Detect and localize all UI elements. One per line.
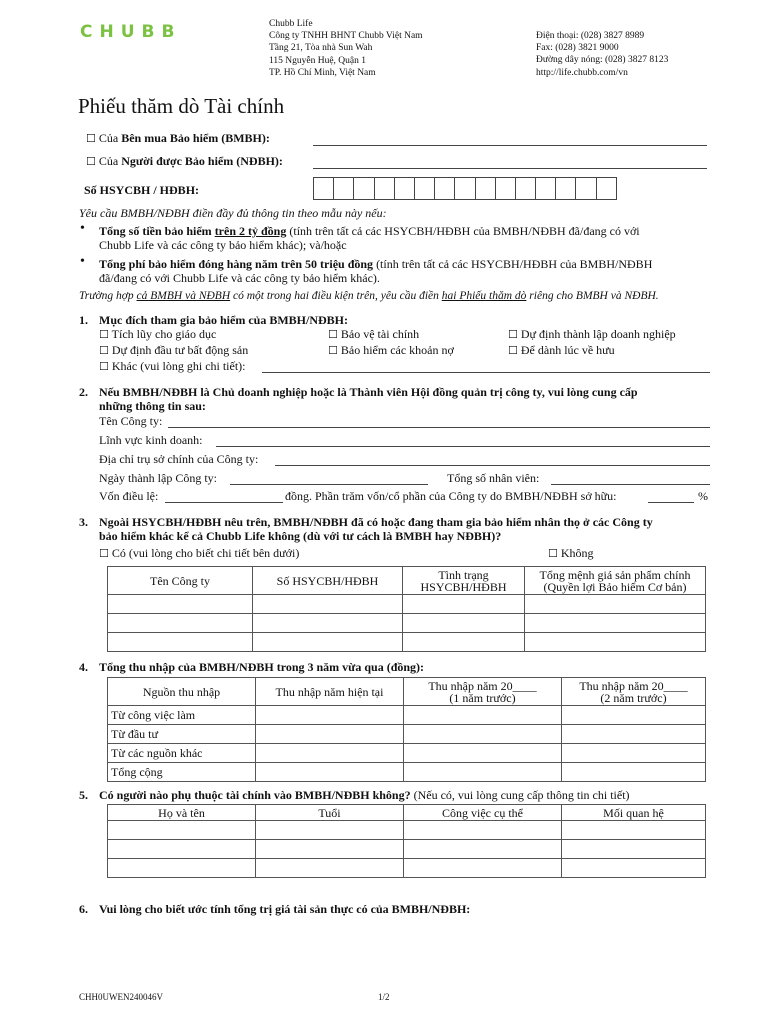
checkbox-icon[interactable]: ☐ bbox=[328, 328, 338, 341]
section2-title-line: những thông tin sau: bbox=[99, 399, 206, 413]
purpose-label: Dự định đầu tư bất động sản bbox=[111, 343, 249, 357]
header-text: (Quyền lợi Bảo hiểm Cơ bản) bbox=[543, 579, 687, 594]
checkbox-icon[interactable]: ☐ bbox=[328, 344, 338, 357]
purpose-other-label: Khác (vui lòng ghi chi tiết): bbox=[111, 359, 246, 373]
ownership-field[interactable] bbox=[648, 490, 694, 503]
page-title: Phiếu thăm dò Tài chính bbox=[78, 94, 285, 118]
section4-title: Tổng thu nhập của BMBH/NĐBH trong 3 năm vừa qua (đồng): bbox=[99, 660, 425, 674]
contact-line: Điện thoại: (028) 3827 8989 bbox=[536, 31, 645, 41]
table-cell[interactable] bbox=[404, 744, 562, 763]
checkbox-icon[interactable]: ☐ bbox=[508, 344, 518, 357]
note-part: có một trong hai điều kiện trên, yêu cầu điền bbox=[230, 290, 442, 302]
table-cell[interactable] bbox=[404, 725, 562, 744]
purpose-label: Dự định thành lập doanh nghiệp bbox=[520, 327, 676, 341]
head-office-field[interactable] bbox=[275, 453, 710, 466]
purpose-label: Bảo vệ tài chính bbox=[340, 327, 420, 341]
income-source: Từ các nguồn khác bbox=[108, 744, 256, 763]
table-cell[interactable] bbox=[256, 725, 404, 744]
applicant-field[interactable] bbox=[313, 133, 707, 146]
note-part: riêng cho BMBH và NĐBH. bbox=[526, 290, 659, 302]
header-text: Tên Công ty bbox=[150, 573, 210, 588]
applicant-prefix: Của bbox=[98, 131, 122, 145]
column-header: Mối quan hệ bbox=[562, 805, 706, 821]
insured-field[interactable] bbox=[313, 156, 707, 169]
table-row bbox=[108, 595, 706, 614]
bullet2-line2: đã/đang có với Chubb Life và các công ty bảo hiểm khác). bbox=[99, 271, 380, 285]
column-header bbox=[525, 567, 706, 595]
table-cell[interactable] bbox=[525, 633, 706, 652]
header-text: Tình trạng bbox=[438, 567, 489, 582]
column-header bbox=[108, 567, 253, 595]
checkbox-icon[interactable]: ☐ bbox=[99, 328, 109, 341]
contact-line: http://life.chubb.com/vn bbox=[536, 67, 628, 78]
purpose-option[interactable] bbox=[328, 343, 454, 358]
purpose-other[interactable] bbox=[99, 359, 246, 374]
table-cell[interactable] bbox=[256, 840, 404, 859]
column-header: Họ và tên bbox=[108, 805, 256, 821]
table-cell[interactable] bbox=[404, 821, 562, 840]
table-cell[interactable] bbox=[108, 614, 253, 633]
header-text: Thu nhập năm 20____ bbox=[579, 678, 688, 693]
table-cell[interactable] bbox=[562, 859, 706, 878]
page-number: 1/2 bbox=[378, 992, 390, 1002]
header-text: Tổng mệnh giá sản phẩm chính bbox=[539, 567, 691, 582]
table-cell[interactable] bbox=[562, 821, 706, 840]
income-source: Từ đầu tư bbox=[108, 725, 256, 744]
address-line: TP. Hồ Chí Minh, Việt Nam bbox=[269, 67, 376, 78]
table-cell[interactable] bbox=[256, 763, 404, 782]
header-text: (2 năm trước) bbox=[600, 690, 667, 705]
bullet-sum-assured bbox=[99, 224, 719, 252]
table-cell[interactable] bbox=[404, 840, 562, 859]
purpose-label: Để dành lúc về hưu bbox=[520, 343, 615, 357]
section2-number: 2. bbox=[79, 385, 88, 399]
dependents-table bbox=[107, 804, 706, 878]
checkbox-icon[interactable]: ☐ bbox=[99, 547, 109, 560]
form-code: CHH0UWEN240046V bbox=[79, 992, 163, 1002]
section1-title: Mục đích tham gia bảo hiểm của BMBH/NĐBH: bbox=[99, 313, 349, 327]
table-cell[interactable] bbox=[404, 763, 562, 782]
table-cell[interactable] bbox=[404, 859, 562, 878]
income-total: Tổng cộng bbox=[108, 763, 256, 782]
company-name-field[interactable] bbox=[168, 415, 710, 428]
chubb-logo: CHUBB bbox=[80, 22, 182, 42]
table-cell[interactable] bbox=[253, 614, 403, 633]
purpose-option[interactable] bbox=[99, 343, 248, 358]
table-cell[interactable] bbox=[108, 821, 256, 840]
table-cell[interactable] bbox=[403, 614, 525, 633]
purpose-label: Bảo hiểm các khoản nợ bbox=[340, 343, 454, 357]
policy-number-boxes[interactable] bbox=[313, 177, 617, 200]
insured-label: Người được Bảo hiểm (NĐBH): bbox=[121, 154, 283, 168]
table-row bbox=[108, 725, 706, 744]
intro-text: Yêu cầu BMBH/NĐBH điền đầy đủ thông tin theo mẫu này nếu: bbox=[79, 206, 387, 220]
table-row bbox=[108, 821, 706, 840]
employees-field[interactable] bbox=[551, 472, 710, 485]
section6-number: 6. bbox=[79, 902, 88, 916]
purpose-other-field[interactable] bbox=[262, 360, 710, 373]
other-insurance-table bbox=[107, 566, 706, 652]
table-cell[interactable] bbox=[562, 763, 706, 782]
insured-checkbox[interactable]: ☐ bbox=[86, 155, 96, 168]
policy-number-label: Số HSYCBH / HĐBH: bbox=[84, 183, 200, 197]
checkbox-icon[interactable]: ☐ bbox=[508, 328, 518, 341]
insured-row bbox=[86, 154, 283, 169]
other-insurance-no[interactable] bbox=[548, 546, 594, 561]
column-header bbox=[256, 678, 404, 706]
percent-sign: % bbox=[698, 489, 708, 503]
bullet-icon: • bbox=[80, 254, 85, 269]
company-address bbox=[269, 18, 423, 79]
table-row bbox=[108, 744, 706, 763]
table-row bbox=[108, 840, 706, 859]
table-cell[interactable] bbox=[256, 744, 404, 763]
purpose-option[interactable] bbox=[508, 343, 615, 358]
column-header bbox=[404, 678, 562, 706]
note-underline: hai Phiếu thăm dò bbox=[441, 290, 527, 302]
address-line: Công ty TNHH BHNT Chubb Việt Nam bbox=[269, 31, 423, 42]
header-text: HSYCBH/HĐBH bbox=[420, 579, 507, 594]
table-cell[interactable] bbox=[256, 859, 404, 878]
contact-line: Fax: (028) 3821 9000 bbox=[536, 43, 619, 54]
table-cell[interactable] bbox=[403, 595, 525, 614]
insured-prefix: Của bbox=[98, 154, 122, 168]
other-insurance-yes[interactable] bbox=[99, 546, 299, 561]
checkbox-icon[interactable]: ☐ bbox=[99, 344, 109, 357]
checkbox-icon[interactable]: ☐ bbox=[99, 360, 109, 373]
table-cell[interactable] bbox=[562, 840, 706, 859]
capital-label: Vốn điều lệ: bbox=[99, 489, 159, 503]
column-header bbox=[403, 567, 525, 595]
no-label: Không bbox=[560, 546, 594, 560]
column-header: Tuổi bbox=[256, 805, 404, 821]
table-cell[interactable] bbox=[256, 706, 404, 725]
bullet-icon: • bbox=[80, 221, 85, 236]
income-source: Từ công việc làm bbox=[108, 706, 256, 725]
applicant-checkbox[interactable]: ☐ bbox=[86, 132, 96, 145]
section5-number: 5. bbox=[79, 788, 88, 802]
income-table bbox=[107, 677, 706, 782]
section2-title bbox=[99, 385, 638, 413]
founded-date-label: Ngày thành lập Công ty: bbox=[99, 471, 217, 485]
column-header bbox=[562, 678, 706, 706]
header-text: Số HSYCBH/HĐBH bbox=[276, 573, 379, 588]
applicant-label: Bên mua Bảo hiểm (BMBH): bbox=[121, 131, 270, 145]
bullet1-threshold: trên 2 tỷ đồng bbox=[214, 224, 287, 238]
applicant-row bbox=[86, 131, 270, 146]
header-text: Thu nhập năm hiện tại bbox=[275, 684, 384, 699]
business-field-label: Lĩnh vực kinh doanh: bbox=[99, 433, 203, 447]
header-text: (1 năm trước) bbox=[449, 690, 516, 705]
table-row bbox=[108, 763, 706, 782]
capital-field[interactable] bbox=[165, 490, 283, 503]
head-office-label: Địa chỉ trụ sở chính của Công ty: bbox=[99, 452, 259, 466]
bullet2-rest: (tính trên tất cả các HSYCBH/HĐBH của BMBH/NĐBH bbox=[373, 257, 653, 271]
address-line: 115 Nguyễn Huệ, Quận 1 bbox=[269, 55, 367, 66]
business-field-input[interactable] bbox=[216, 434, 710, 447]
table-cell[interactable] bbox=[562, 725, 706, 744]
bullet1-rest: (tính trên tất cả các HSYCBH/HĐBH của BMBH/NĐBH đã/đang có với bbox=[286, 224, 640, 238]
column-header bbox=[108, 678, 256, 706]
table-row bbox=[108, 633, 706, 652]
ownership-label: đồng. Phần trăm vốn/cổ phần của Công ty do BMBH/NĐBH sở hữu: bbox=[285, 489, 617, 503]
section5-hint: (Nếu có, vui lòng cung cấp thông tin chi tiết) bbox=[410, 788, 630, 802]
bullet1-line2: Chubb Life và các công ty bảo hiểm khác); và/hoặc bbox=[99, 238, 347, 252]
table-cell[interactable] bbox=[562, 706, 706, 725]
section4-number: 4. bbox=[79, 660, 88, 674]
table-cell[interactable] bbox=[108, 840, 256, 859]
table-cell[interactable] bbox=[108, 859, 256, 878]
section5-title bbox=[99, 788, 630, 803]
note-text bbox=[79, 290, 659, 302]
purpose-option[interactable] bbox=[99, 327, 216, 342]
company-contact bbox=[536, 30, 668, 79]
section3-number: 3. bbox=[79, 515, 88, 529]
table-cell[interactable] bbox=[108, 595, 253, 614]
table-cell[interactable] bbox=[256, 821, 404, 840]
table-cell[interactable] bbox=[525, 595, 706, 614]
table-row bbox=[108, 614, 706, 633]
section5-title-text: Có người nào phụ thuộc tài chính vào BMBH/NĐBH không? bbox=[99, 788, 411, 802]
table-row bbox=[108, 706, 706, 725]
note-part: Trường hợp bbox=[79, 290, 137, 302]
checkbox-icon[interactable]: ☐ bbox=[548, 547, 558, 560]
purpose-option[interactable] bbox=[328, 327, 419, 342]
contact-line: Đường dây nóng: (028) 3827 8123 bbox=[536, 55, 669, 66]
bullet-premium bbox=[99, 257, 719, 285]
yes-label: Có (vui lòng cho biết chi tiết bên dưới) bbox=[111, 546, 300, 560]
section1-number: 1. bbox=[79, 313, 88, 327]
table-cell[interactable] bbox=[525, 614, 706, 633]
bullet2-bold: Tổng phí bảo hiểm đóng hàng năm trên 50 triệu đồng bbox=[99, 257, 374, 271]
table-cell[interactable] bbox=[562, 744, 706, 763]
section6-title: Vui lòng cho biết ước tính tổng trị giá tài sản thực có của BMBH/NĐBH: bbox=[99, 902, 471, 916]
employees-label: Tổng số nhân viên: bbox=[447, 471, 540, 485]
purpose-option[interactable] bbox=[508, 327, 676, 342]
company-name-label: Tên Công ty: bbox=[99, 414, 163, 428]
section3-title-line: bảo hiểm khác kể cả Chubb Life không (dù với tư cách là BMBH hay NĐBH)? bbox=[99, 529, 502, 543]
table-cell[interactable] bbox=[253, 595, 403, 614]
column-header bbox=[253, 567, 403, 595]
table-row bbox=[108, 859, 706, 878]
founded-date-field[interactable] bbox=[230, 472, 428, 485]
header-text: Thu nhập năm 20____ bbox=[428, 678, 537, 693]
address-line: Tầng 21, Tòa nhà Sun Wah bbox=[269, 43, 373, 54]
table-cell[interactable] bbox=[403, 633, 525, 652]
header-text: Nguồn thu nhập bbox=[142, 684, 221, 699]
table-cell[interactable] bbox=[253, 633, 403, 652]
table-cell[interactable] bbox=[108, 633, 253, 652]
bullet1-bold: Tổng số tiền bảo hiểm bbox=[99, 224, 215, 238]
purpose-label: Tích lũy cho giáo dục bbox=[111, 327, 217, 341]
column-header: Công việc cụ thể bbox=[404, 805, 562, 821]
section3-title bbox=[99, 515, 653, 543]
table-cell[interactable] bbox=[404, 706, 562, 725]
section2-title-line: Nếu BMBH/NĐBH là Chủ doanh nghiệp hoặc là Thành viên Hội đồng quản trị công ty, vui lòng cung cấp bbox=[99, 385, 638, 399]
address-line: Chubb Life bbox=[269, 19, 313, 29]
note-underline: cả BMBH và NĐBH bbox=[136, 290, 231, 302]
section3-title-line: Ngoài HSYCBH/HĐBH nêu trên, BMBH/NĐBH đã có hoặc đang tham gia bảo hiểm nhân thọ ở các Công ty bbox=[99, 515, 653, 529]
